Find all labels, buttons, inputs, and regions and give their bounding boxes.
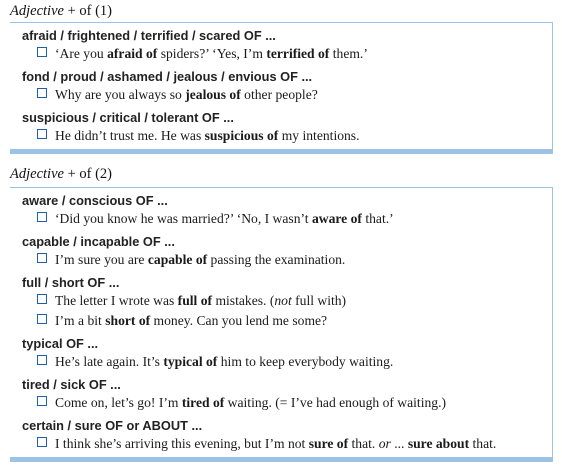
group-heading: afraid / frightened / terrified / scared OF ... bbox=[22, 28, 276, 43]
example-line: He’s late again. It’s typical of him to keep everybody waiting. bbox=[37, 352, 552, 372]
section-2-title bbox=[10, 166, 112, 183]
group-heading: typical OF ... bbox=[22, 336, 99, 351]
group-heading: tired / sick OF ... bbox=[22, 377, 121, 392]
checkbox-bullet-icon bbox=[37, 314, 47, 324]
checkbox-bullet-icon bbox=[37, 129, 47, 139]
checkbox-bullet-icon bbox=[37, 212, 47, 222]
section-1-title bbox=[10, 3, 112, 20]
example-line: The letter I wrote was full of mistakes. (not full with) bbox=[37, 291, 552, 311]
group-heading: fond / proud / ashamed / jealous / envious OF ... bbox=[22, 69, 313, 84]
checkbox-bullet-icon bbox=[37, 88, 47, 98]
section-2-title-rest: + of (2) bbox=[67, 166, 112, 182]
group-heading: full / short OF ... bbox=[22, 275, 120, 290]
group-heading: suspicious / critical / tolerant OF ... bbox=[22, 110, 234, 125]
group-heading: capable / incapable OF ... bbox=[22, 234, 175, 249]
example-line: I think she’s arriving this evening, but I’m not sure of that. or ... sure about that. bbox=[37, 434, 552, 454]
example-line: Why are you always so jealous of other people? bbox=[37, 85, 552, 105]
checkbox-bullet-icon bbox=[37, 437, 47, 447]
section-2-title-word: Adjective bbox=[10, 166, 64, 182]
example-line: He didn’t trust me. He was suspicious of my intentions. bbox=[37, 126, 552, 146]
example-line: Come on, let’s go! I’m tired of waiting. (= I’ve had enough of waiting.) bbox=[37, 393, 552, 413]
section-1-title-word: Adjective bbox=[10, 3, 64, 19]
group-heading: certain / sure OF or ABOUT ... bbox=[22, 418, 203, 433]
checkbox-bullet-icon bbox=[37, 294, 47, 304]
checkbox-bullet-icon bbox=[37, 253, 47, 263]
section-1-title-rest: + of (1) bbox=[67, 3, 112, 19]
checkbox-bullet-icon bbox=[37, 396, 47, 406]
group-heading: aware / conscious OF ... bbox=[22, 193, 168, 208]
example-line: I’m sure you are capable of passing the examination. bbox=[37, 250, 552, 270]
checkbox-bullet-icon bbox=[37, 47, 47, 57]
section-1-box bbox=[10, 22, 553, 154]
checkbox-bullet-icon bbox=[37, 355, 47, 365]
section-2-box bbox=[10, 187, 553, 462]
example-line: ‘Did you know he was married?’ ‘No, I wasn’t aware of that.’ bbox=[37, 209, 552, 229]
example-line: ‘Are you afraid of spiders?’ ‘Yes, I’m terrified of them.’ bbox=[37, 44, 552, 64]
example-line: I’m a bit short of money. Can you lend me some? bbox=[37, 311, 552, 331]
